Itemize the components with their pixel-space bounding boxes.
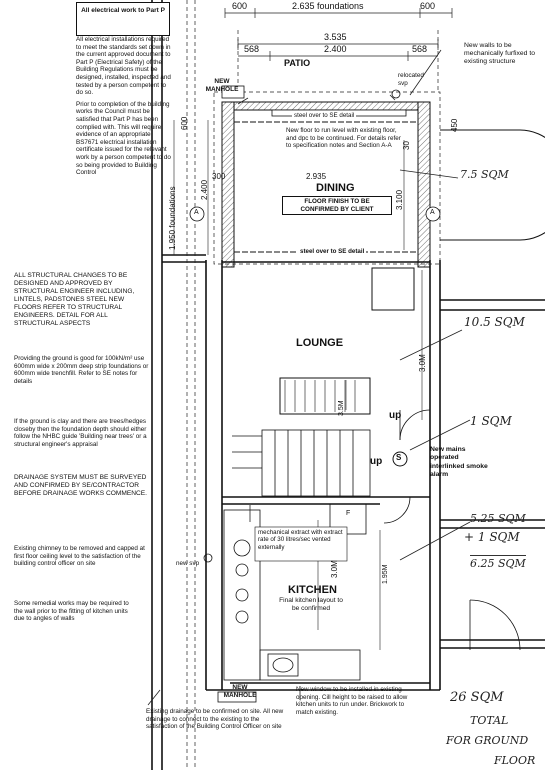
drainage-note: DRAINAGE SYSTEM MUST BE SURVEYED AND CONFIRMED BY SE/CONTRACTOR BEFORE DRAINAGE WORKS COMMENCE.	[14, 474, 147, 497]
chimney-note: Existing chimney to be removed and capped at first floor ceiling level to the satisfaction of the building control officer on site	[14, 545, 145, 568]
stairs-up-1: up	[389, 410, 402, 421]
dim-stair-35: 3.5M	[338, 400, 345, 416]
dim-3100: 3.100	[395, 189, 404, 210]
patio-label: PATIO	[284, 58, 311, 68]
smoke-alarm-letter: S	[396, 453, 402, 462]
trees-note: If the ground is clay and there are trees/hedges closeby then the foundation depth should either follow the NHBC guide 'Building near trees' or a structural engineer's appraisal	[14, 418, 147, 448]
section-a-right: A	[430, 209, 435, 216]
dim-top-600-right: 600	[420, 1, 436, 11]
handwritten-kitchen-area-1: 5.25 SQM	[470, 512, 526, 525]
section-a-left: A	[194, 209, 199, 216]
dim-2935: 2.935	[306, 172, 327, 181]
new-walls-note: New walls to be mechanically furfixed to existing structure	[464, 42, 536, 66]
dim-30-top: 30	[402, 141, 411, 150]
kitchen-label: KITCHEN	[288, 584, 337, 596]
dim-600-vertical: 600	[180, 116, 189, 130]
relocated-svp-symbol	[392, 90, 400, 98]
partp-body-1: All electrical installations required to meet the standards set down in the current approved document to Part P (Electrical Safety) of the Building Regulations must be designed, installed, inspected and tested by a person competent to do so.	[76, 36, 171, 97]
ground-note: Providing the ground is good for 100kN/m² use 600mm wide x 200mm deep strip foundations or 600mm wide trenchfill. Refer to SE notes for details	[14, 355, 149, 385]
extract-note: mechanical extract with extract rate of 30 litres/sec vented externally	[258, 529, 343, 551]
dim-568-right: 568	[412, 44, 428, 54]
new-svp-label: new svp	[176, 560, 200, 567]
floor-note: New floor to run level with existing floor, and dpc to be continued. For details refer to specification notes and Section A-A	[286, 127, 401, 150]
partp-body-2: Prior to completion of the building works the Council must be satisfied that Part P has been complied with. This will require evidence of an appropriate BS7671 electrical installation certificate issued for the relevant work by a person competent to do so being provided to Building Control	[76, 100, 171, 177]
dim-3535: 3.535	[324, 32, 347, 42]
handwritten-floor: FLOOR	[494, 754, 536, 767]
dim-568-left: 568	[244, 44, 260, 54]
dim-top-foundations: 2.635 foundations	[292, 1, 364, 11]
dim-kitchen-height: 3.0M	[330, 560, 339, 578]
dining-label: DINING	[316, 182, 355, 194]
handwritten-kitchen-total: 6.25 SQM	[470, 557, 526, 570]
fridge-label: F	[346, 510, 351, 517]
staircase	[232, 430, 370, 496]
drainage-site-note: Existing drainage to be confirmed on site. All new drainage to connect to the existing to the satisfaction of the Building Control Officer on site	[146, 708, 284, 730]
handwritten-total-label: TOTAL	[470, 714, 509, 727]
sofa	[372, 268, 414, 310]
dim-kitchen-width: 1.95M	[382, 564, 389, 584]
relocated-svp-label: relocated svp	[398, 72, 424, 87]
partp-notes	[76, 36, 172, 181]
new-manhole-bottom-label: NEW MANHOLE	[223, 684, 257, 699]
floor-finish-box: FLOOR FINISH TO BE CONFIRMED BY CLIENT	[282, 196, 392, 215]
new-manhole-top-label: NEW MANHOLE	[205, 78, 239, 93]
handwritten-dining-area: 7.5 SQM	[460, 168, 509, 181]
dim-lounge-height: 3.0M	[418, 354, 427, 372]
lounge-label: LOUNGE	[296, 337, 344, 349]
dim-300: 300	[212, 172, 226, 181]
steel-top-label: steel over to SE detail	[294, 112, 355, 119]
remedial-note: Some remedial works may be required to the wall prior to the fitting of kitchen units due to angles of walls	[14, 600, 129, 623]
partp-title-box	[76, 2, 170, 36]
handwritten-stair-area: 1 SQM	[470, 414, 512, 428]
handwritten-total-area: 26 SQM	[450, 690, 504, 705]
smoke-alarm-note: New mains operated interlinked smoke alarm	[430, 446, 488, 479]
dim-2400-vertical: 2.400	[200, 179, 209, 200]
dim-450: 450	[450, 118, 459, 132]
right-bay	[440, 130, 545, 240]
handwritten-lounge-area: 10.5 SQM	[464, 315, 525, 329]
dim-top-600-left: 600	[232, 1, 248, 11]
handwritten-kitchen-area-2: + 1 SQM	[464, 530, 520, 544]
dim-2400: 2.400	[324, 44, 347, 54]
dim-1950-foundations: 1.950 foundations	[168, 186, 177, 250]
handwritten-for-ground: FOR GROUND	[446, 734, 529, 747]
kitchen-layout-note: Final kitchen layout to be confirmed	[279, 597, 343, 612]
steel-mid-label: steel over to SE detail	[300, 248, 365, 255]
structural-note: ALL STRUCTURAL CHANGES TO BE DESIGNED AND APPROVED BY STRUCTURAL ENGINEER INCLUDING, LINTELS, PADSTONES STEEL NEW FLOORS REFER TO STRUCTURAL ENGINEERS. DETAIL FOR ALL STRUCTURAL ASPECTS	[14, 272, 135, 327]
stairs-up-2: up	[370, 456, 383, 467]
window-note: New window to be installed in existing opening. Cill height to be raised to allow kitchen units to run under. Brickwork to match existing.	[296, 686, 408, 716]
partp-title: All electrical work to Part P	[81, 7, 165, 14]
